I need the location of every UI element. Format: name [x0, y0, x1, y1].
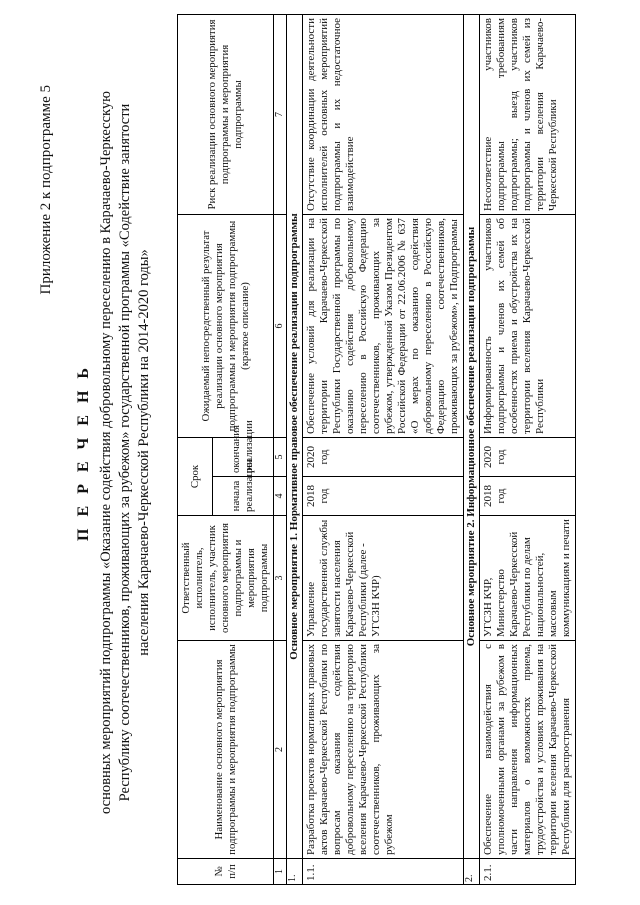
header-risk: Риск реализации основного мероприятия подпрограммы и мероприятия подпрограммы [178, 15, 274, 215]
document-title: П Е Р Е Ч Е Н Ь [75, 364, 92, 541]
table-row [480, 15, 576, 885]
header-row [178, 15, 213, 885]
col-number: 4 [274, 477, 287, 516]
row-number: 2.1. [480, 859, 576, 885]
row-name: Разработка проектов нормативных правовых актов Карачаево-Черкесской Республики по вопросам оказания содействия добровольному переселению на территорию вселения Карачаево-Черкесской Республики соотечественников, проживающих за рубежом [303, 641, 464, 859]
row-responsible: Управление государственной службы занятости населения Карачаево-Черкесской Республики (далее - УГСЗН КЧР) [303, 516, 464, 641]
document-subtitle: основных мероприятий подпрограммы «Оказание содействия добровольному переселению в Карачаево-Черкесскую Республику соотечественников, проживающих за рубежом» государственной программы «Содействие занятости населения Карачаево-Черкесской Республики на 2014-2020 годы» [98, 91, 152, 814]
row-risk: Отсутствие координации деятельности исполнителей основных мероприятий подпрограммы и их недостаточное взаимодействие [303, 15, 464, 215]
column-numbers-row [274, 15, 287, 885]
header-period: Срок [178, 438, 213, 516]
row-result: Обеспечение условий для реализации на территории Карачаево-Черкесской Республики Государственной программы по оказанию содействия добровольному переселению в Российскую Федерацию соотечественников, проживающих за рубежом, утвержденной Указом Президентом Российской Федерации от 22.06.2006 № 637 «О мерах по оказанию содействия добровольному переселению в Российскую Федерацию соотечественников, проживающих за рубежом», и Подпрограммы [303, 215, 464, 438]
row-start: 2018 год [303, 477, 464, 516]
section-row [287, 15, 303, 885]
table-row [303, 15, 464, 885]
section-title: Основное мероприятие 1. Нормативное правовое обеспечение реализации подпрограммы [287, 15, 303, 859]
row-result: Информированность участников подпрограммы и членов их семей об особенностях приема и обустройства их на территории вселения Карачаево-Черкесской Республики [480, 215, 576, 438]
col-number: 2 [274, 641, 287, 859]
measures-table [177, 14, 576, 885]
header-result: Ожидаемый непосредственный результат реализации основного мероприятия подпрограммы и мероприятия подпрограммы (краткое описание) [178, 215, 274, 438]
col-number: 1 [274, 859, 287, 885]
header-name: Наименование основного мероприятия подпрограммы и мероприятия подпрограммы [178, 641, 274, 859]
row-number: 1.1. [303, 859, 464, 885]
section-title: Основное мероприятие 2. Информационное обеспечение реализации подпрограммы [464, 15, 480, 859]
row-end: 2020 год [480, 438, 576, 477]
appendix-label: Приложение 2 к подпрограмме 5 [38, 85, 54, 295]
col-number: 6 [274, 215, 287, 438]
header-start: начала реализации [213, 477, 274, 516]
col-number: 3 [274, 516, 287, 641]
col-number: 7 [274, 15, 287, 215]
header-end: окончания реализации [213, 438, 274, 477]
col-number: 5 [274, 438, 287, 477]
row-start: 2018 год [480, 477, 576, 516]
section-number: 2. [464, 859, 480, 885]
row-name: Обеспечение взаимодействия с уполномоченными органами за рубежом в части направления информационных материалов о возможностях приема, трудоустройства и условиях проживания на территории вселения Карачаево-Черкесской Республики для распространения [480, 641, 576, 859]
row-end: 2020 год [303, 438, 464, 477]
section-row [464, 15, 480, 885]
header-no: № п/п [178, 859, 274, 885]
row-responsible: УГСЗН КЧР, Министерство Карачаево-Черкесской Республики по делам национальностей, массовым коммуникациям и печати [480, 516, 576, 641]
section-number: 1. [287, 859, 303, 885]
header-responsible: Ответственный исполнитель, исполнитель, участник основного мероприятия подпрограммы и мероприятия подпрограммы [178, 516, 274, 641]
row-risk: Несоответствие участников подпрограммы требованиям подпрограммы; выезд участников подпрограммы и членов их семей из территории вселения Карачаево-Черкесской Республики [480, 15, 576, 215]
